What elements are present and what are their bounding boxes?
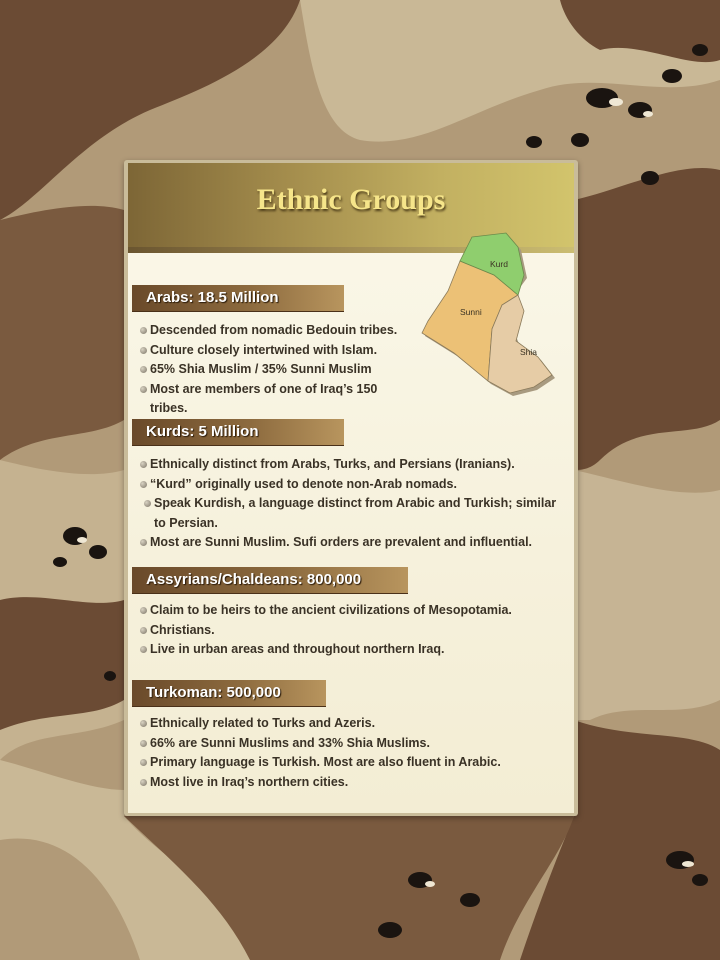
kurds-facts-list (140, 455, 568, 553)
list-item: Christians. (140, 621, 568, 641)
bullet-icon (140, 759, 147, 766)
iraq-ethnic-map (414, 229, 574, 399)
bullet-icon (140, 607, 147, 614)
list-item: Most are Sunni Muslim. Sufi orders are prevalent and influential. (140, 533, 568, 553)
bullet-icon (140, 646, 147, 653)
bullet-icon (140, 779, 147, 786)
list-item: Most are members of one of Iraq’s 150 tribes. (140, 380, 400, 419)
list-item: Descended from nomadic Bedouin tribes. (140, 321, 400, 341)
list-item: Most live in Iraq’s northern cities. (140, 773, 568, 793)
list-item: 65% Shia Muslim / 35% Sunni Muslim (140, 360, 400, 380)
assyrians-facts-list (140, 601, 568, 660)
section-header-arabs: Arabs: 18.5 Million (132, 285, 344, 312)
bullet-icon (140, 740, 147, 747)
list-item: Culture closely intertwined with Islam. (140, 341, 400, 361)
bullet-icon (144, 500, 151, 507)
list-item: Claim to be heirs to the ancient civilizations of Mesopotamia. (140, 601, 568, 621)
list-item: “Kurd” originally used to denote non-Arab nomads. (140, 475, 568, 495)
bullet-icon (140, 539, 147, 546)
bullet-icon (140, 627, 147, 634)
list-item: Speak Kurdish, a language distinct from Arabic and Turkish; similar to Persian. (140, 494, 568, 533)
section-header-kurds: Kurds: 5 Million (132, 419, 344, 446)
map-label-shia: Shia (520, 347, 538, 357)
bullet-icon (140, 720, 147, 727)
bullet-icon (140, 347, 147, 354)
turkoman-facts-list (140, 714, 568, 792)
arabs-facts-list (140, 321, 400, 419)
section-header-turkoman: Turkoman: 500,000 (132, 680, 326, 707)
map-label-sunni: Sunni (460, 307, 482, 317)
bullet-icon (140, 327, 147, 334)
list-item: Ethnically distinct from Arabs, Turks, and Persians (Iranians). (140, 455, 568, 475)
page-title: Ethnic Groups (256, 183, 446, 216)
list-item: Primary language is Turkish. Most are also fluent in Arabic. (140, 753, 568, 773)
bullet-icon (140, 481, 147, 488)
list-item: 66% are Sunni Muslims and 33% Shia Muslims. (140, 734, 568, 754)
section-header-assyrians-chaldeans: Assyrians/Chaldeans: 800,000 (132, 567, 408, 594)
bullet-icon (140, 366, 147, 373)
bullet-icon (140, 461, 147, 468)
bullet-icon (140, 386, 147, 393)
list-item: Ethnically related to Turks and Azeris. (140, 714, 568, 734)
map-label-kurd: Kurd (490, 259, 508, 269)
list-item: Live in urban areas and throughout northern Iraq. (140, 640, 568, 660)
ethnic-groups-card (128, 163, 574, 813)
